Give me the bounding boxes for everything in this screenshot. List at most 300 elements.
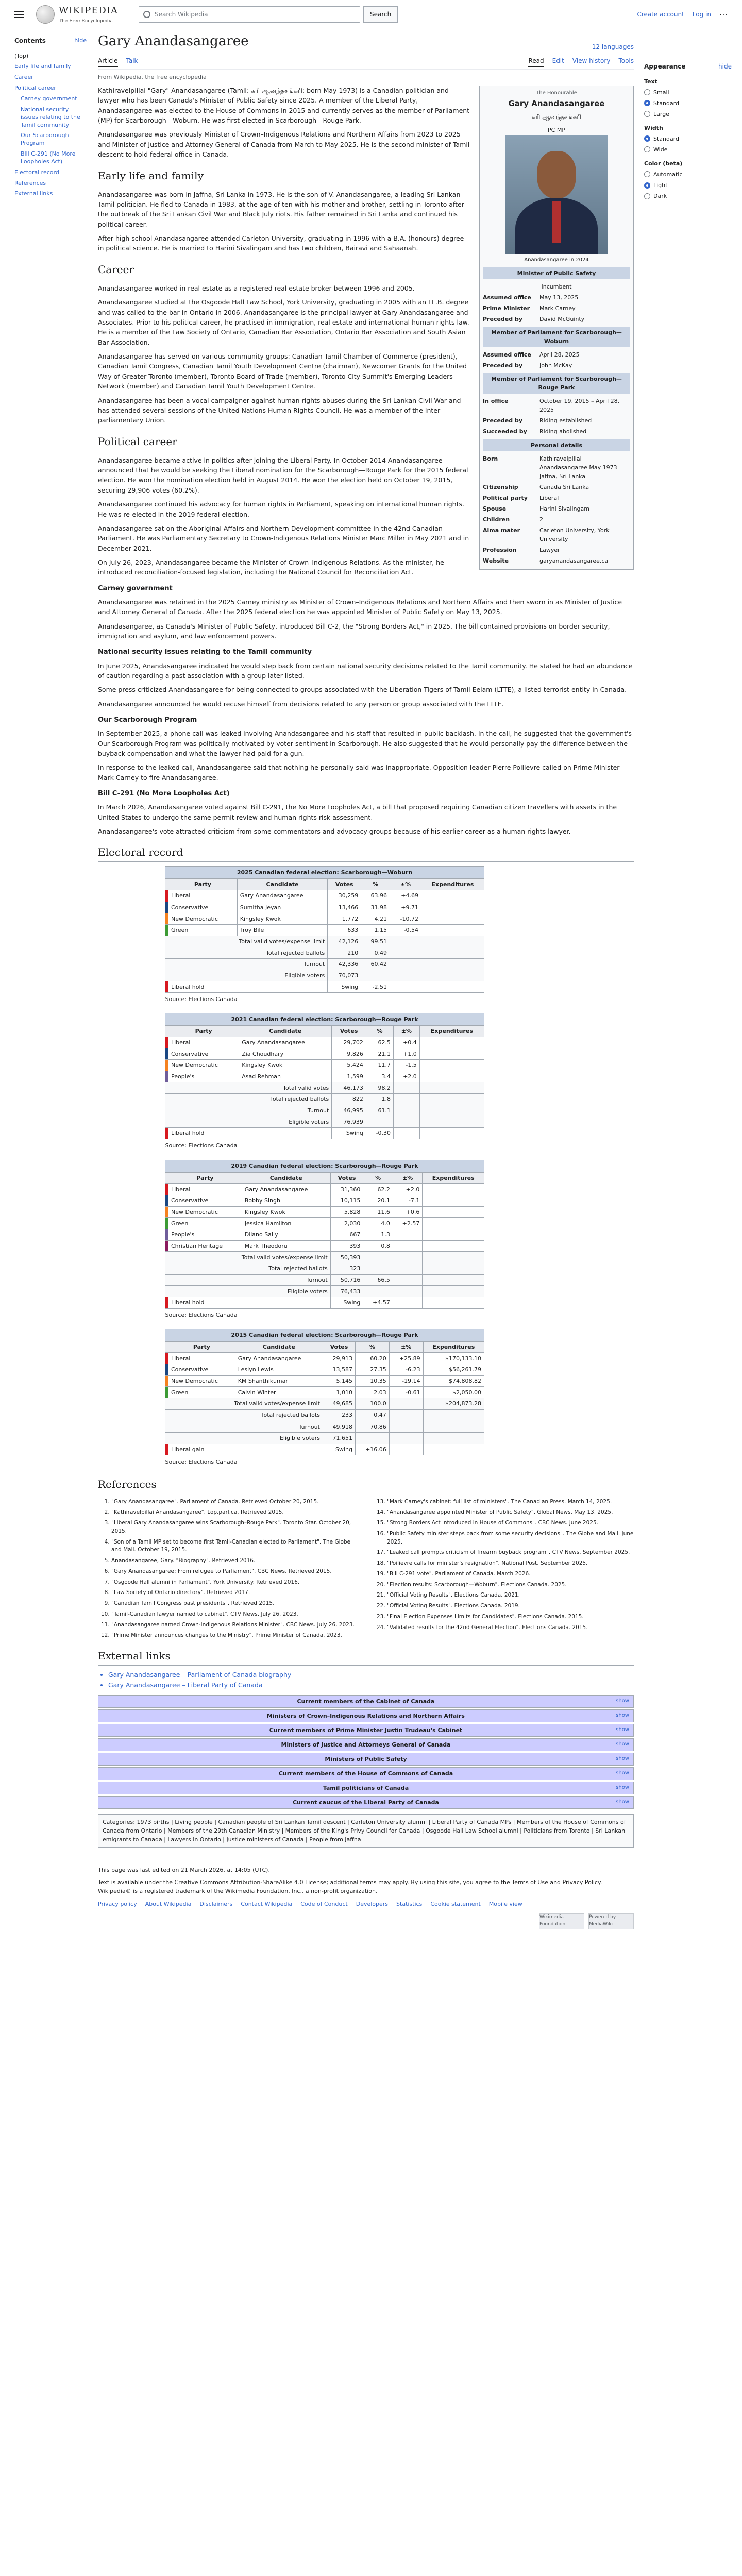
reference-item[interactable]: 22. "Official Voting Results". Elections Canada. 2019. bbox=[387, 1602, 634, 1611]
reference-item[interactable]: 4. "Son of a Tamil MP set to become first Tamil-Canadian elected to Parliament". The Globe and Mail. October 19, 2015. bbox=[111, 1538, 358, 1555]
navbox-header[interactable] bbox=[98, 1696, 633, 1707]
navbox-title: Current members of Prime Minister Justin Trudeau's Cabinet bbox=[269, 1727, 463, 1734]
infobox-row-value: Lawyer bbox=[539, 547, 560, 553]
candidate-cell[interactable]: Troy Bile bbox=[237, 924, 328, 936]
party-cell[interactable]: New Democratic bbox=[168, 1376, 235, 1387]
table-row bbox=[165, 1217, 484, 1229]
percent-cell: 1.3 bbox=[363, 1229, 393, 1240]
toc-item[interactable]: References bbox=[14, 179, 46, 187]
appearance-option[interactable] bbox=[644, 145, 732, 154]
infobox-row-value: Mark Carney bbox=[539, 304, 576, 312]
total-percent: 98.2 bbox=[366, 1082, 393, 1094]
reference-item[interactable]: 5. Anandasangaree, Gary. "Biography". Retrieved 2016. bbox=[111, 1557, 358, 1565]
infobox-row-value: Kathiravelpillai Anandasangaree May 1973 Jaffna, Sri Lanka bbox=[539, 455, 617, 480]
reference-item[interactable]: 9. "Canadian Tamil Congress past presidents". Retrieved 2015. bbox=[111, 1600, 358, 1608]
radio-button-icon[interactable] bbox=[644, 182, 650, 189]
candidate-cell[interactable]: Gary Anandasangaree bbox=[237, 890, 328, 902]
infobox-office-1[interactable]: Minister of Public Safety bbox=[483, 267, 630, 279]
footer-link[interactable]: Contact Wikipedia bbox=[241, 1900, 293, 1907]
total-votes: 49,918 bbox=[323, 1421, 355, 1432]
radio-button-icon[interactable] bbox=[644, 135, 650, 142]
party-cell[interactable]: Conservative bbox=[168, 1048, 239, 1060]
votes-cell: 29,913 bbox=[323, 1353, 355, 1364]
hold-label[interactable]: Liberal hold bbox=[168, 1297, 331, 1309]
expenditure-cell: $56,261.79 bbox=[423, 1364, 484, 1376]
toc-item[interactable]: Our Scarborough Program bbox=[21, 132, 69, 147]
party-cell[interactable]: Green bbox=[168, 1387, 235, 1398]
navbox-header[interactable] bbox=[98, 1724, 633, 1736]
category-links[interactable]: Categories: 1973 births | Living people | Canadian people of Sri Lankan Tamil descent | Carleton University alumni | Liberal Party of Canada MPs | Members of the House of Commons of Canada from Ontario | Members of the 29th Canadian Ministry | Members of the King's Privy Council for Canada | Osgoode Hall Law School alumni | Politicians from Toronto | Sri Lankan emigrants to Canada | Lawyers in Ontario | Justice ministers of Canada | People from Jaffna bbox=[98, 1814, 634, 1848]
percent-cell: 11.7 bbox=[366, 1060, 393, 1071]
reference-item[interactable]: 19. "Bill C-291 vote". Parliament of Canada. March 2026. bbox=[387, 1570, 634, 1579]
radio-button-icon[interactable] bbox=[644, 100, 650, 106]
appearance-option-label: Standard bbox=[653, 135, 680, 142]
tab-view-history[interactable]: View history bbox=[572, 57, 611, 65]
infobox-row-value: Canada Sri Lanka bbox=[539, 483, 589, 490]
appearance-option[interactable] bbox=[644, 88, 732, 97]
swing-label: Swing bbox=[330, 1297, 363, 1309]
infobox-row-label: Succeeded by bbox=[483, 428, 527, 435]
infobox-row-label: Political party bbox=[483, 494, 528, 501]
total-change bbox=[393, 1263, 423, 1274]
appearance-group bbox=[644, 77, 732, 118]
reference-item[interactable]: 13. "Mark Carney's cabinet: full list of ministers". The Canadian Press. March 14, 2025. bbox=[387, 1498, 634, 1506]
total-row bbox=[165, 1251, 484, 1263]
table-header: % bbox=[361, 879, 390, 890]
infobox-office-2[interactable]: Member of Parliament for Scarborough—Woburn bbox=[483, 327, 630, 347]
navbox-show-button[interactable]: show bbox=[616, 1756, 629, 1762]
toc-list bbox=[14, 53, 87, 198]
party-cell[interactable]: Conservative bbox=[168, 1364, 235, 1376]
infobox-row-label: Spouse bbox=[483, 505, 507, 512]
total-row bbox=[165, 1105, 484, 1116]
appearance-group bbox=[644, 124, 732, 154]
toc-hide-button[interactable]: hide bbox=[74, 37, 87, 44]
reference-item[interactable]: 24. "Validated results for the 42nd General Election". Elections Canada. 2015. bbox=[387, 1624, 634, 1632]
source-cell[interactable]: Source: Elections Canada bbox=[165, 1458, 238, 1465]
candidate-cell[interactable]: Kingsley Kwok bbox=[237, 913, 328, 924]
votes-cell: 5,145 bbox=[323, 1376, 355, 1387]
party-cell[interactable]: Conservative bbox=[168, 902, 238, 913]
expenditure-cell bbox=[419, 1071, 484, 1082]
total-percent: 1.8 bbox=[366, 1094, 393, 1105]
percent-cell: 10.35 bbox=[355, 1376, 389, 1387]
total-percent bbox=[361, 970, 390, 981]
footer-link[interactable]: Mobile view bbox=[488, 1900, 522, 1907]
wikipedia-logo[interactable] bbox=[36, 4, 118, 25]
toc-title: Contents bbox=[14, 37, 46, 44]
reference-item[interactable]: 23. "Final Election Expenses Limits for Candidates". Elections Canada. 2015. bbox=[387, 1613, 634, 1621]
total-votes: 71,651 bbox=[323, 1432, 355, 1444]
infobox-row bbox=[483, 415, 630, 426]
reference-item[interactable]: 3. "Liberal Gary Anandasangaree wins Scarborough–Rouge Park". Toronto Star. October 20, 2015. bbox=[111, 1519, 358, 1536]
percent-cell: 1.15 bbox=[361, 924, 390, 936]
table-row bbox=[165, 1229, 484, 1240]
table-header: Votes bbox=[328, 879, 361, 890]
reference-item[interactable]: 11. "Anandasangaree named Crown-Indigenous Relations Minister". CBC News. July 26, 2023. bbox=[111, 1621, 358, 1630]
total-expenditure bbox=[421, 947, 484, 958]
percent-cell: 20.1 bbox=[363, 1195, 393, 1206]
body-paragraph: In June 2025, Anandasangaree indicated he would step back from certain national security decisions related to the Tamil community. He stated he had an abundance of caution regarding a past association with a group later listed. bbox=[98, 662, 633, 680]
change-cell: -10.72 bbox=[390, 913, 421, 924]
swing-value: +16.06 bbox=[355, 1444, 389, 1455]
toc-item[interactable]: Carney government bbox=[21, 95, 77, 102]
wikipedia-globe-icon bbox=[36, 5, 55, 24]
party-cell[interactable]: Liberal bbox=[168, 1353, 235, 1364]
change-cell: -6.23 bbox=[389, 1364, 423, 1376]
change-cell: -7.1 bbox=[393, 1195, 423, 1206]
more-options-icon[interactable]: ⋯ bbox=[719, 9, 728, 19]
appearance-option[interactable] bbox=[644, 170, 732, 179]
footer-link[interactable]: About Wikipedia bbox=[145, 1900, 192, 1907]
candidate-cell[interactable]: Bobby Singh bbox=[242, 1195, 330, 1206]
navbox-show-button[interactable]: show bbox=[616, 1698, 629, 1704]
total-votes: 76,939 bbox=[332, 1116, 366, 1128]
total-change bbox=[390, 970, 421, 981]
total-row bbox=[165, 1274, 484, 1285]
party-cell[interactable]: Liberal bbox=[168, 1037, 239, 1048]
total-percent: 66.5 bbox=[363, 1274, 393, 1285]
percent-cell: 31.98 bbox=[361, 902, 390, 913]
section-our-scarborough: Our Scarborough Program bbox=[98, 716, 197, 724]
appearance-option[interactable] bbox=[644, 99, 732, 108]
navbox-header[interactable] bbox=[98, 1768, 633, 1780]
expenditure-cell bbox=[421, 913, 484, 924]
total-expenditure bbox=[423, 1251, 484, 1263]
navbox-header[interactable] bbox=[98, 1753, 633, 1765]
votes-cell: 13,466 bbox=[328, 902, 361, 913]
main-menu-button[interactable] bbox=[14, 7, 29, 22]
appearance-option-label: Large bbox=[653, 110, 669, 117]
body-paragraph: Anandasangaree's vote attracted criticism from some commentators and advocacy groups because of his earlier career as a human rights lawyer. bbox=[98, 827, 571, 835]
infobox-row-value: Riding established bbox=[539, 417, 592, 425]
percent-cell: 4.21 bbox=[361, 913, 390, 924]
table-header: ±% bbox=[394, 1025, 420, 1037]
party-cell[interactable]: New Democratic bbox=[168, 1206, 242, 1217]
source-row bbox=[165, 1309, 484, 1322]
external-link[interactable]: • Gary Anandasangaree – Liberal Party of Canada bbox=[108, 1680, 634, 1690]
tab-edit[interactable]: Edit bbox=[552, 57, 564, 65]
body-paragraph: Anandasangaree has been a vocal campaigner against human rights abuses during the Sri Lankan Civil War and has attended several sessions of the United Nations Human Rights Council. He was a member of the Inter-parliamentary Union. bbox=[98, 396, 461, 425]
table-header: Candidate bbox=[235, 1342, 323, 1353]
infobox-row-value: April 28, 2025 bbox=[539, 351, 580, 359]
toc-item[interactable]: External links bbox=[14, 190, 53, 197]
navbox bbox=[98, 1782, 634, 1794]
infobox-row-label: Born bbox=[483, 455, 498, 462]
total-votes: 42,336 bbox=[328, 958, 361, 970]
candidate-cell[interactable]: Gary Anandasangaree bbox=[235, 1353, 323, 1364]
toc-header bbox=[14, 36, 87, 48]
language-button[interactable]: 12 languages bbox=[592, 43, 634, 50]
source-cell[interactable]: Source: Elections Canada bbox=[165, 995, 238, 1003]
photo-caption: Anandasangaree in 2024 bbox=[524, 257, 589, 263]
infobox-row bbox=[483, 525, 630, 545]
appearance-group bbox=[644, 159, 732, 200]
navbox-show-button[interactable]: show bbox=[616, 1713, 629, 1719]
total-change bbox=[394, 1105, 420, 1116]
navbox bbox=[98, 1767, 634, 1780]
search-input[interactable] bbox=[139, 6, 360, 23]
candidate-cell[interactable]: Jessica Hamilton bbox=[242, 1217, 330, 1229]
percent-cell: 4.0 bbox=[363, 1217, 393, 1229]
reference-item[interactable]: 2. "Kathiravelpillai Anandasangaree". Lop.parl.ca. Retrieved 2015. bbox=[111, 1509, 358, 1517]
radio-button-icon[interactable] bbox=[644, 89, 650, 95]
party-cell[interactable]: Conservative bbox=[168, 1195, 242, 1206]
total-votes: 233 bbox=[323, 1410, 355, 1421]
expenditure-cell bbox=[419, 1060, 484, 1071]
table-header: Candidate bbox=[237, 879, 328, 890]
toc-item[interactable]: National security issues relating to the Tamil community bbox=[21, 106, 80, 128]
toc-item[interactable]: (Top) bbox=[14, 52, 29, 59]
tab-article[interactable]: Article bbox=[98, 56, 118, 67]
navbox bbox=[98, 1709, 634, 1722]
candidate-cell[interactable]: Sumitha Jeyan bbox=[237, 902, 328, 913]
reference-item[interactable]: 10. "Tamil-Canadian lawyer named to cabinet". CTV News. July 26, 2023. bbox=[111, 1611, 358, 1619]
infobox-row bbox=[483, 314, 630, 325]
mediawiki-logo[interactable]: Powered by MediaWiki bbox=[588, 1913, 634, 1929]
total-change bbox=[390, 947, 421, 958]
appearance-option[interactable] bbox=[644, 192, 732, 200]
title-row bbox=[98, 31, 634, 54]
total-row bbox=[165, 1094, 484, 1105]
section-career: Career bbox=[98, 262, 634, 279]
infobox-row-label: Prime Minister bbox=[483, 304, 530, 312]
reference-item[interactable]: 15. "Strong Borders Act introduced in House of Commons". CBC News. June 2025. bbox=[387, 1519, 634, 1528]
party-cell[interactable]: Green bbox=[168, 1217, 242, 1229]
appearance-option-label: Light bbox=[653, 182, 668, 189]
change-cell: -0.61 bbox=[389, 1387, 423, 1398]
tab-talk[interactable]: Talk bbox=[126, 57, 138, 65]
reference-item[interactable]: 18. "Poilievre calls for minister's resignation". National Post. September 2025. bbox=[387, 1560, 634, 1568]
total-expenditure bbox=[419, 1082, 484, 1094]
reference-item[interactable]: 6. "Gary Anandasangaree: From refugee to Parliament". CBC News. Retrieved 2015. bbox=[111, 1568, 358, 1576]
navbox-show-button[interactable]: show bbox=[616, 1741, 629, 1748]
footer-link[interactable]: Disclaimers bbox=[199, 1900, 233, 1907]
reference-item[interactable]: 8. "Law Society of Ontario directory". Retrieved 2017. bbox=[111, 1589, 358, 1597]
appearance-groups bbox=[644, 77, 732, 201]
votes-cell: 2,030 bbox=[330, 1217, 363, 1229]
appearance-group-title: Width bbox=[644, 124, 663, 131]
votes-cell: 10,115 bbox=[330, 1195, 363, 1206]
infobox-row-label: Preceded by bbox=[483, 362, 523, 369]
party-cell[interactable]: New Democratic bbox=[168, 1060, 239, 1071]
candidate-cell[interactable]: Kingsley Kwok bbox=[242, 1206, 330, 1217]
total-label: Eligible voters bbox=[165, 1286, 331, 1297]
navbox-title: Ministers of Justice and Attorneys General of Canada bbox=[281, 1741, 451, 1749]
expenditure-cell bbox=[421, 924, 484, 936]
tab-tools[interactable]: Tools bbox=[618, 57, 634, 65]
create-account-link[interactable]: Create account bbox=[637, 10, 684, 18]
hold-label[interactable]: Liberal gain bbox=[168, 1444, 323, 1455]
appearance-panel bbox=[644, 62, 732, 206]
login-link[interactable]: Log in bbox=[692, 10, 711, 18]
total-expenditure bbox=[419, 1094, 484, 1105]
infobox-row-label: In office bbox=[483, 398, 509, 405]
navbox-show-button[interactable]: show bbox=[616, 1785, 629, 1791]
candidate-cell[interactable]: Asad Rehman bbox=[239, 1071, 332, 1082]
expenditure-cell bbox=[421, 902, 484, 913]
external-link[interactable]: • Gary Anandasangaree – Parliament of Canada biography bbox=[108, 1670, 634, 1680]
footer-link[interactable]: Statistics bbox=[396, 1900, 423, 1907]
navbox-show-button[interactable]: show bbox=[616, 1770, 629, 1776]
footer-link[interactable]: Code of Conduct bbox=[300, 1900, 348, 1907]
table-row bbox=[165, 1195, 484, 1206]
candidate-cell[interactable]: Gary Anandasangaree bbox=[239, 1037, 332, 1048]
table-row bbox=[165, 924, 484, 936]
total-change bbox=[393, 1286, 423, 1297]
appearance-hide-button[interactable]: hide bbox=[718, 63, 732, 70]
reference-item[interactable]: 21. "Official Voting Results". Elections Canada. 2021. bbox=[387, 1591, 634, 1600]
candidate-cell[interactable]: Zia Choudhary bbox=[239, 1048, 332, 1060]
navbox-header[interactable] bbox=[98, 1739, 633, 1751]
party-cell[interactable]: Liberal bbox=[168, 1183, 242, 1195]
page-footer bbox=[98, 1860, 634, 1934]
total-percent bbox=[363, 1286, 393, 1297]
body-paragraph: Anandasangaree became active in politics after joining the Liberal Party. In October 2014 Anandasangaree announced that he would be seeking the Liberal nomination for the Scarborough—Rouge Park for the 2015 federal election. He won the nomination election held in August 2014. He won the election held on October 19, 2015, securing 29,906 votes (60.2%). bbox=[98, 456, 468, 494]
navbox-header[interactable] bbox=[98, 1797, 633, 1808]
infobox-row bbox=[483, 503, 630, 514]
table-row bbox=[165, 1071, 484, 1082]
appearance-option[interactable] bbox=[644, 110, 732, 118]
candidate-cell[interactable]: Dilano Sally bbox=[242, 1229, 330, 1240]
user-links bbox=[637, 8, 728, 21]
total-expenditure bbox=[421, 970, 484, 981]
page-title: Gary Anandasangaree bbox=[98, 33, 249, 49]
section-carney-government: Carney government bbox=[98, 584, 173, 592]
wikimedia-logo[interactable]: Wikimedia Foundation bbox=[539, 1913, 584, 1929]
expenditure-cell: $74,808.82 bbox=[423, 1376, 484, 1387]
reference-item[interactable]: 16. "Public Safety minister steps back from some security decisions". The Globe and Mail. June 2025. bbox=[387, 1530, 634, 1547]
candidate-cell[interactable]: Calvin Winter bbox=[235, 1387, 323, 1398]
party-cell[interactable]: New Democratic bbox=[168, 913, 238, 924]
total-percent bbox=[355, 1432, 389, 1444]
party-cell[interactable]: Christian Heritage bbox=[168, 1240, 242, 1251]
infobox-row-label: Citizenship bbox=[483, 483, 518, 490]
hold-label[interactable]: Liberal hold bbox=[168, 981, 328, 992]
appearance-header bbox=[644, 62, 732, 74]
total-row bbox=[165, 958, 484, 970]
source-row bbox=[165, 992, 484, 1006]
party-cell[interactable]: Liberal bbox=[168, 890, 238, 902]
appearance-option[interactable] bbox=[644, 181, 732, 190]
reference-item[interactable]: 20. "Election results: Scarborough—Woburn". Elections Canada. 2025. bbox=[387, 1581, 634, 1589]
footer-link[interactable]: Privacy policy bbox=[98, 1900, 137, 1907]
party-cell[interactable]: People's bbox=[168, 1229, 242, 1240]
table-header: Party bbox=[168, 879, 238, 890]
appearance-title: Appearance bbox=[644, 63, 686, 70]
percent-cell: 2.03 bbox=[355, 1387, 389, 1398]
total-label: Total valid votes bbox=[165, 1082, 332, 1094]
total-expenditure bbox=[423, 1263, 484, 1274]
candidate-cell[interactable]: Leslyn Lewis bbox=[235, 1364, 323, 1376]
election-table-caption: 2019 Canadian federal election: Scarborough—Rouge Park bbox=[165, 1160, 484, 1172]
toc-item[interactable]: Electoral record bbox=[14, 168, 59, 176]
total-change bbox=[389, 1398, 423, 1410]
radio-button-icon[interactable] bbox=[644, 146, 650, 152]
radio-button-icon[interactable] bbox=[644, 171, 650, 177]
party-cell[interactable]: Green bbox=[168, 924, 238, 936]
total-expenditure bbox=[423, 1274, 484, 1285]
total-votes: 42,126 bbox=[328, 936, 361, 947]
radio-button-icon[interactable] bbox=[644, 193, 650, 199]
hold-label[interactable]: Liberal hold bbox=[168, 1128, 332, 1139]
total-label: Turnout bbox=[165, 1105, 332, 1116]
total-row bbox=[165, 1398, 484, 1410]
navbox-show-button[interactable]: show bbox=[616, 1727, 629, 1733]
toc-item[interactable]: Career bbox=[14, 74, 33, 81]
total-change bbox=[394, 1082, 420, 1094]
votes-cell: 13,587 bbox=[323, 1364, 355, 1376]
infobox-row-label: Profession bbox=[483, 547, 517, 553]
candidate-cell[interactable]: KM Shanthikumar bbox=[235, 1376, 323, 1387]
tab-read[interactable]: Read bbox=[528, 56, 544, 67]
expenditure-cell: $170,133.10 bbox=[423, 1353, 484, 1364]
infobox-honorific: The Honourable bbox=[536, 90, 577, 96]
body-paragraph: Anandasangaree announced he would recuse himself from decisions related to any person or group associated with the LTTE. bbox=[98, 700, 504, 708]
candidate-cell[interactable]: Kingsley Kwok bbox=[239, 1060, 332, 1071]
total-label: Total rejected ballots bbox=[165, 1094, 332, 1105]
infobox-office-3[interactable]: Member of Parliament for Scarborough—Rouge Park bbox=[483, 373, 630, 394]
section-references: References bbox=[98, 1477, 634, 1494]
reference-item[interactable]: 1. "Gary Anandasangaree". Parliament of Canada. Retrieved October 20, 2015. bbox=[111, 1498, 358, 1506]
infobox-row bbox=[483, 349, 630, 360]
search-button[interactable]: Search bbox=[363, 6, 398, 23]
hold-row bbox=[165, 981, 484, 992]
navbox bbox=[98, 1695, 634, 1708]
infobox-row bbox=[483, 396, 630, 415]
change-cell bbox=[393, 1240, 423, 1251]
toc-item[interactable]: Bill C-291 (No More Loopholes Act) bbox=[21, 150, 76, 165]
total-percent: 70.86 bbox=[355, 1421, 389, 1432]
footer-link[interactable]: Cookie statement bbox=[430, 1900, 481, 1907]
candidate-cell[interactable]: Mark Theodoru bbox=[242, 1240, 330, 1251]
radio-button-icon[interactable] bbox=[644, 111, 650, 117]
reference-item[interactable]: 17. "Leaked call prompts criticism of firearm buyback program". CTV News. September 2025. bbox=[387, 1549, 634, 1557]
toc-item[interactable]: Early life and family bbox=[14, 63, 71, 70]
navbox-title: Current caucus of the Liberal Party of Canada bbox=[293, 1799, 439, 1806]
navbox-header[interactable] bbox=[98, 1710, 633, 1722]
navbox-show-button[interactable]: show bbox=[616, 1799, 629, 1805]
body-paragraph: Anandasangaree was retained in the 2025 Carney ministry as Minister of Crown–Indigenous Relations and Northern Affairs and then sworn in as Minister of Justice and Attorney General of Canada. After the 2025 federal election he was appointed Minister of Public Safety on May 13, 2025. bbox=[98, 598, 622, 616]
total-label: Eligible voters bbox=[165, 1432, 323, 1444]
reference-item[interactable]: 7. "Osgoode Hall alumni in Parliament". York University. Retrieved 2016. bbox=[111, 1579, 358, 1587]
appearance-option[interactable] bbox=[644, 134, 732, 143]
table-header: Party bbox=[168, 1172, 242, 1183]
footer-link[interactable]: Developers bbox=[356, 1900, 389, 1907]
lead-paragraph-1: Kathiravelpillai "Gary" Anandasangaree (Tamil: கரி ஆனந்தசங்கரி; born May 1973) is a Canadian politician and lawyer who has been Canada's Minister of Public Safety since 2025. A member of the Liberal Party, Anandasangaree was elected to the House of Commons in 2015 and currently serves as the member of Parliament (MP) for Scarborough—Woburn. He was first elected in Scarborough—Rouge Park. bbox=[98, 86, 470, 125]
infobox-row-label: Alma mater bbox=[483, 527, 520, 534]
total-row bbox=[165, 936, 484, 947]
candidate-cell[interactable]: Gary Anandasangaree bbox=[242, 1183, 330, 1195]
total-label: Total valid votes/expense limit bbox=[165, 1251, 331, 1263]
party-cell[interactable]: People's bbox=[168, 1071, 239, 1082]
total-expenditure bbox=[419, 1105, 484, 1116]
reference-item[interactable]: 14. "Anandasangaree appointed Minister of Public Safety". Global News. May 13, 2025. bbox=[387, 1509, 634, 1517]
toc-item[interactable]: Political career bbox=[14, 84, 56, 92]
swing-label: Swing bbox=[323, 1444, 355, 1455]
portrait-photo[interactable] bbox=[505, 135, 608, 254]
source-cell[interactable]: Source: Elections Canada bbox=[165, 1312, 238, 1319]
navbox-header[interactable] bbox=[98, 1782, 633, 1794]
navbox-title: Ministers of Crown–Indigenous Relations and Northern Affairs bbox=[267, 1713, 465, 1720]
body-paragraph: Anandasangaree continued his advocacy for human rights in Parliament, speaking on international human rights. He was re-elected in the 2019 federal election. bbox=[98, 500, 464, 518]
section-political-career: Political career bbox=[98, 434, 634, 451]
expenditure-cell bbox=[423, 1240, 484, 1251]
election-table-caption: 2025 Canadian federal election: Scarborough—Woburn bbox=[165, 866, 484, 878]
source-cell[interactable]: Source: Elections Canada bbox=[165, 1142, 238, 1149]
section-early-life: Early life and family bbox=[98, 168, 634, 185]
reference-item[interactable]: 12. "Prime Minister announces changes to the Ministry". Prime Minister of Canada. 2023. bbox=[111, 1632, 358, 1640]
